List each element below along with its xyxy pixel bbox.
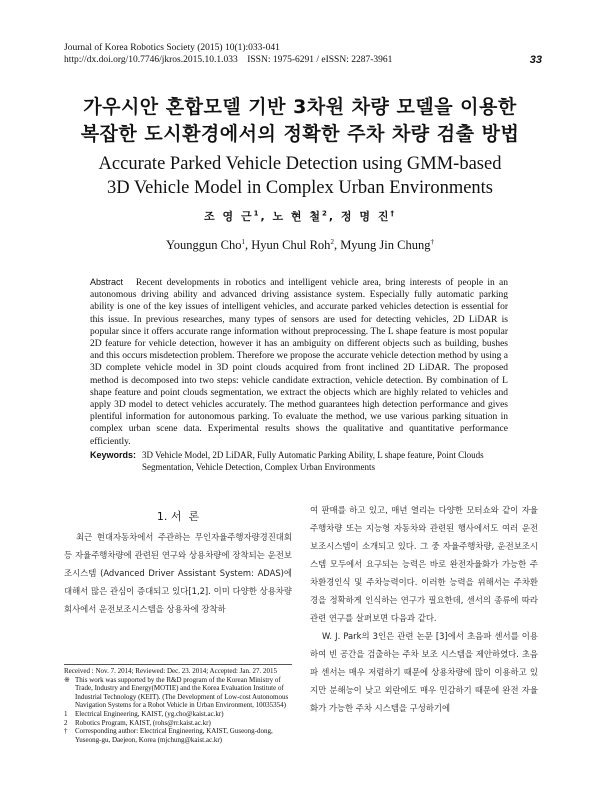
footnote-mark: 1 xyxy=(64,709,68,718)
korean-title-line-1: 가우시안 혼합모델 기반 3차원 차량 모델을 이용한 xyxy=(83,96,517,118)
journal-name: Journal of Korea Robotics Society (2015) 10(1):033-041 xyxy=(64,43,280,53)
footnote-text: This work was supported by the R&D program of the Korean Ministry of Trade, Industry and Energy(MOTIE) and the Korea Evaluation Institute of Industrial Technology (KEIT). (The Development of Low-cost Autonomous Navigation Systems for a Robot Vehicle in Urban Environment, 10035354) xyxy=(75,675,289,710)
footnote-affiliation-1 xyxy=(64,710,292,719)
intro-paragraph-2: 여 판매를 하고 있고, 매년 열리는 다양한 모터쇼와 같이 자율주행차량 또는 지능형 자동차와 관련된 행사에서도 여러 운전보조시스템이 소개되고 있다. 그 중 자율주행차량, 운전보조시스템 모두에서 요구되는 능력은 바로 완전자율화가 가능한 주차환경인식 및 주차능력이다. 이러한 능력을 위해서는 주차환경을 정확하게 인식하는 연구가 필요한데, 센서의 종류에 따라 관련 연구를 살펴보면 다음과 같다. xyxy=(310,505,538,623)
abstract-label: Abstract xyxy=(90,277,124,287)
author-mark: 1 xyxy=(253,209,261,218)
author-name: 노 현 철 xyxy=(272,210,323,223)
footnote-funding xyxy=(64,676,292,710)
footnote-received xyxy=(64,667,292,676)
korean-title xyxy=(60,94,540,148)
author-name: Myung Jin Chung xyxy=(340,238,431,252)
author-separator: , xyxy=(328,210,341,223)
section-heading-introduction: 1. 서 론 xyxy=(156,510,200,523)
author-mark: 2 xyxy=(330,237,334,246)
journal-header xyxy=(64,42,392,66)
author-separator: , xyxy=(333,238,341,252)
author-separator: , xyxy=(260,210,273,223)
abstract-text: Recent developments in robotics and intelligent vehicle area, bring interests of people in an autonomous driving ability and advanced driving assistance system. Especially fully automatic parking ability is one of the key issues of intelligent vehicles, and accurate parked vehicles detection is essential for this issue. In previous researches, many types of sensors are used for detecting vehicles, 2D LiDAR is popular since it offers accurate range information without preprocessing. The L shape feature is most popular 2D feature for vehicle detection, however it has an ambiguity on different objects such as building, bushes and this occurs misdetection problem. Therefore we propose the accurate vehicle detection method by using a 3D complete vehicle model in 3D point clouds acquired from front inclined 2D LiDAR. The proposed method is decomposed into two steps: vehicle candidate extraction, vehicle detection. By combination of L shape feature and point clouds segmentation, we extract the objects which are highly related to vehicles and apply 3D model to detect vehicles accurately. The method guarantees high detection performance and gives plentiful information for autonomous parking. To evaluate the method, we use various parking situation in complex urban scene data. Experimental results shows the qualitative and quantitative performance efficiently. xyxy=(90,278,509,447)
author-mark: † xyxy=(390,209,396,218)
footnote-text: Corresponding author: Electrical Engineering, KAIST, Guseong-dong, Yuseong-gu, Daejeon, Korea (mjchung@kaist.ac.kr) xyxy=(75,727,273,744)
author-mark: 1 xyxy=(241,237,245,246)
author-name: 정 명 진 xyxy=(340,210,391,223)
footnote-text: Electrical Engineering, KAIST, (yg.cho@kaist.ac.kr) xyxy=(75,709,224,718)
footnote-text: Robotics Program, KAIST, (rohs@rr.kaist.ac.kr) xyxy=(75,718,211,727)
footnote-mark: ※ xyxy=(64,675,70,684)
doi-issn-line: http://dx.doi.org/10.7746/jkros.2015.10.1.033 ISSN: 1975-6291 / eISSN: 2287-3961 xyxy=(64,55,393,65)
intro-paragraph-3: W. J. Park의 3인은 관련 논문 [3]에서 초음파 센서를 이용하여 빈 공간을 검출하는 주차 보조 시스템을 제안하였다. 초음파 센서는 매우 저렴하기 때문에 상용차량에 많이 이용하고 있지만 분해능이 낮고 외란에도 매우 민감하기 때문에 완전 자율화가 가능한 주차 시스템을 구성하기에 xyxy=(310,631,538,713)
abstract xyxy=(90,276,508,448)
intro-paragraph-1: 최근 현대자동차에서 주관하는 무인자율주행자량경진대회 등 자율주행차량에 관련된 연구와 상용차량에 장착되는 운전보조시스템 (Advanced Driver Assistant System: ADAS)에 대해서 많은 관심이 증대되고 있다[1,2]. 이미 다양한 상용차량 회사에서 운전보조시스템을 상용차에 장착하 xyxy=(64,532,292,614)
right-column xyxy=(310,501,538,717)
english-title-line-1: Accurate Parked Vehicle Detection using GMM-based xyxy=(98,154,502,174)
author-mark: 2 xyxy=(322,209,329,218)
author-mark: † xyxy=(430,237,434,246)
page-number: 33 xyxy=(529,54,542,66)
footnote-mark: † xyxy=(64,727,68,736)
footnote-mark: 2 xyxy=(64,718,68,727)
english-title xyxy=(60,152,540,200)
footnote-text: Received : Nov. 7. 2014; Reviewed: Dec. 23. 2014; Accepted: Jan. 27. 2015 xyxy=(64,667,277,675)
keywords-text: 3D Vehicle Model, 2D LiDAR, Fully Automatic Parking Ability, L shape feature, Point Clouds Segmentation, Vehicle Detection, Complex Urban Environments xyxy=(142,450,484,472)
keywords-label: Keywords: xyxy=(90,450,137,460)
left-column xyxy=(64,528,292,618)
english-title-line-2: 3D Vehicle Model in Complex Urban Environments xyxy=(106,178,494,198)
footnote-divider xyxy=(64,664,292,665)
keywords xyxy=(90,449,510,473)
author-name: 조 영 근 xyxy=(204,210,254,223)
author-separator: , xyxy=(245,238,252,252)
author-name: Younggun Cho xyxy=(166,238,242,252)
author-name: Hyun Chul Roh xyxy=(251,238,331,252)
footnote-corresponding xyxy=(64,727,292,744)
korean-authors xyxy=(60,208,540,224)
korean-title-line-2: 복잡한 도시환경에서의 정확한 주차 차량 검출 방법 xyxy=(80,123,520,145)
footnotes xyxy=(64,667,292,744)
english-authors xyxy=(60,238,540,253)
footnote-affiliation-2 xyxy=(64,719,292,728)
